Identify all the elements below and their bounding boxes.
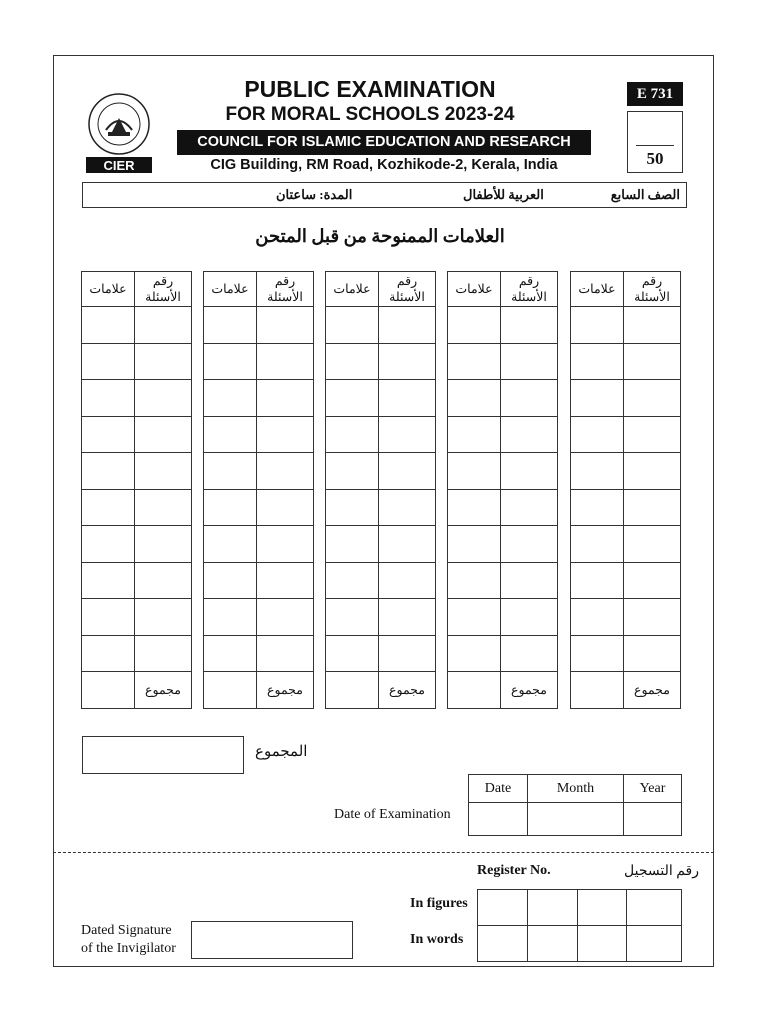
question-number-cell[interactable] (624, 416, 681, 453)
marks-cell[interactable] (448, 489, 501, 526)
question-number-cell[interactable] (501, 489, 558, 526)
subtotal-field[interactable] (204, 672, 257, 709)
marks-cell[interactable] (204, 635, 257, 672)
marks-cell[interactable] (326, 562, 379, 599)
marks-cell[interactable] (448, 635, 501, 672)
marks-cell[interactable] (571, 635, 624, 672)
marks-cell[interactable] (82, 307, 135, 344)
marks-cell[interactable] (82, 380, 135, 417)
exam-subtitle: FOR MORAL SCHOOLS 2023-24 (225, 104, 515, 125)
marks-cell[interactable] (448, 453, 501, 490)
reg-digit-field[interactable] (578, 890, 627, 926)
marks-cell[interactable] (326, 526, 379, 563)
marks-cell[interactable] (326, 599, 379, 636)
subject-label: العربية للأطفال (463, 187, 544, 202)
marks-cell[interactable] (204, 526, 257, 563)
year-header: Year (624, 775, 682, 803)
marks-cell[interactable] (82, 635, 135, 672)
year-field[interactable] (624, 803, 682, 836)
signature-label-line2: of the Invigilator (81, 941, 176, 956)
marks-cell[interactable] (326, 380, 379, 417)
subtotal-label: مجموع (379, 672, 436, 709)
question-number-cell[interactable] (257, 343, 314, 380)
marks-cell[interactable] (82, 453, 135, 490)
question-number-cell[interactable] (379, 635, 436, 672)
question-number-cell[interactable] (501, 526, 558, 563)
marks-cell[interactable] (204, 489, 257, 526)
question-number-cell[interactable] (379, 489, 436, 526)
question-number-cell[interactable] (379, 526, 436, 563)
marks-cell[interactable] (326, 307, 379, 344)
question-number-cell[interactable] (257, 562, 314, 599)
subtotal-label: مجموع (501, 672, 558, 709)
marks-cell[interactable] (204, 343, 257, 380)
question-number-cell[interactable] (624, 380, 681, 417)
grand-total-field[interactable] (82, 736, 244, 774)
grand-total-label: المجموع (255, 744, 308, 760)
question-number-cell[interactable] (379, 416, 436, 453)
marks-cell[interactable] (448, 562, 501, 599)
marks-cell[interactable] (448, 307, 501, 344)
marks-col-header: علامات (204, 272, 257, 307)
question-number-cell[interactable] (135, 416, 192, 453)
question-number-cell[interactable] (257, 635, 314, 672)
question-number-cell[interactable] (501, 635, 558, 672)
question-number-cell[interactable] (135, 489, 192, 526)
subtotal-field[interactable] (571, 672, 624, 709)
question-number-cell[interactable] (379, 307, 436, 344)
duration-label: المدة: ساعتان (276, 187, 353, 202)
question-col-header: رقم الأسئلة (135, 272, 192, 307)
question-number-cell[interactable] (257, 416, 314, 453)
question-number-cell[interactable] (379, 343, 436, 380)
marks-cell[interactable] (204, 416, 257, 453)
reg-digit-field[interactable] (528, 890, 578, 926)
marks-cell[interactable] (448, 599, 501, 636)
reg-word-field[interactable] (578, 926, 627, 962)
marks-cell[interactable] (571, 343, 624, 380)
question-col-header: رقم الأسئلة (624, 272, 681, 307)
question-number-cell[interactable] (257, 453, 314, 490)
question-number-cell[interactable] (135, 635, 192, 672)
question-number-cell[interactable] (624, 635, 681, 672)
marks-cell[interactable] (448, 380, 501, 417)
register-no-label: Register No. (477, 863, 551, 878)
marks-cell[interactable] (326, 416, 379, 453)
signature-label-line1: Dated Signature (81, 923, 172, 938)
question-number-cell[interactable] (257, 599, 314, 636)
marks-cell[interactable] (82, 489, 135, 526)
date-of-examination-label: Date of Examination (334, 807, 451, 822)
marks-cell[interactable] (571, 599, 624, 636)
marks-table (570, 271, 681, 709)
question-number-cell[interactable] (624, 489, 681, 526)
marks-cell[interactable] (326, 453, 379, 490)
council-address: CIG Building, RM Road, Kozhikode-2, Kerala, India (210, 157, 558, 173)
logo-text: CIER (103, 158, 135, 173)
marks-col-header: علامات (82, 272, 135, 307)
marks-cell[interactable] (204, 307, 257, 344)
question-number-cell[interactable] (135, 307, 192, 344)
marks-col-header: علامات (571, 272, 624, 307)
marks-cell[interactable] (82, 526, 135, 563)
marks-cell[interactable] (82, 599, 135, 636)
marks-cell[interactable] (204, 599, 257, 636)
question-number-cell[interactable] (624, 526, 681, 563)
question-number-cell[interactable] (501, 562, 558, 599)
question-number-cell[interactable] (379, 562, 436, 599)
question-col-header: رقم الأسئلة (501, 272, 558, 307)
question-number-cell[interactable] (501, 453, 558, 490)
signature-label (81, 922, 176, 958)
register-table (477, 889, 682, 962)
question-number-cell[interactable] (135, 526, 192, 563)
question-number-cell[interactable] (257, 489, 314, 526)
max-marks-box (627, 111, 683, 173)
subtotal-label: مجموع (624, 672, 681, 709)
class-label: الصف السابع (610, 187, 680, 202)
paper-code: E 731 (627, 82, 683, 106)
marks-cell[interactable] (204, 453, 257, 490)
question-number-cell[interactable] (379, 599, 436, 636)
question-number-cell[interactable] (501, 416, 558, 453)
question-number-cell[interactable] (135, 343, 192, 380)
marks-cell[interactable] (448, 416, 501, 453)
marks-cell[interactable] (326, 635, 379, 672)
question-col-header: رقم الأسئلة (379, 272, 436, 307)
question-number-cell[interactable] (379, 453, 436, 490)
question-number-cell[interactable] (135, 599, 192, 636)
question-col-header: رقم الأسئلة (257, 272, 314, 307)
cier-logo (82, 90, 156, 174)
subtotal-label: مجموع (257, 672, 314, 709)
question-number-cell[interactable] (501, 307, 558, 344)
marks-col-header: علامات (326, 272, 379, 307)
council-banner: COUNCIL FOR ISLAMIC EDUCATION AND RESEARCH (177, 130, 591, 155)
marks-table (203, 271, 314, 709)
question-number-cell[interactable] (624, 343, 681, 380)
max-marks: 50 (646, 149, 664, 168)
question-number-cell[interactable] (135, 380, 192, 417)
question-number-cell[interactable] (257, 380, 314, 417)
marks-cell[interactable] (571, 489, 624, 526)
month-header: Month (528, 775, 624, 803)
question-number-cell[interactable] (624, 453, 681, 490)
marks-cell[interactable] (571, 416, 624, 453)
marks-cell[interactable] (326, 489, 379, 526)
question-number-cell[interactable] (624, 599, 681, 636)
date-table (468, 774, 682, 836)
marks-cell[interactable] (571, 307, 624, 344)
subtotal-field[interactable] (448, 672, 501, 709)
tear-line (53, 852, 714, 853)
date-header: Date (469, 775, 528, 803)
marks-cell[interactable] (448, 343, 501, 380)
subtotal-label: مجموع (135, 672, 192, 709)
info-bar (82, 182, 687, 208)
marks-cell[interactable] (571, 380, 624, 417)
question-number-cell[interactable] (135, 562, 192, 599)
marks-table (325, 271, 436, 709)
marks-cell[interactable] (326, 343, 379, 380)
marks-table (447, 271, 558, 709)
reg-word-field[interactable] (627, 926, 682, 962)
question-number-cell[interactable] (379, 380, 436, 417)
question-number-cell[interactable] (624, 307, 681, 344)
marks-cell[interactable] (82, 562, 135, 599)
reg-word-field[interactable] (528, 926, 578, 962)
question-number-cell[interactable] (501, 343, 558, 380)
marks-cell[interactable] (204, 380, 257, 417)
question-number-cell[interactable] (135, 453, 192, 490)
marks-cell[interactable] (571, 562, 624, 599)
reg-digit-field[interactable] (478, 890, 528, 926)
question-number-cell[interactable] (501, 599, 558, 636)
question-number-cell[interactable] (257, 307, 314, 344)
marks-cell[interactable] (571, 453, 624, 490)
reg-digit-field[interactable] (627, 890, 682, 926)
exam-title: PUBLIC EXAMINATION (244, 76, 496, 102)
marks-col-header: علامات (448, 272, 501, 307)
question-number-cell[interactable] (501, 380, 558, 417)
marks-cell[interactable] (82, 343, 135, 380)
marks-cell[interactable] (571, 526, 624, 563)
month-field[interactable] (528, 803, 624, 836)
marks-table (81, 271, 192, 709)
marks-cell[interactable] (82, 416, 135, 453)
in-figures-label: In figures (410, 896, 468, 911)
question-number-cell[interactable] (624, 562, 681, 599)
marks-section-title: العلامات الممنوحة من قبل المتحن (255, 226, 505, 246)
in-words-label: In words (410, 932, 464, 947)
register-no-label-ar: رقم التسجيل (624, 864, 700, 879)
date-field[interactable] (469, 803, 528, 836)
question-number-cell[interactable] (257, 526, 314, 563)
invigilator-signature-field[interactable] (191, 921, 353, 959)
marks-cell[interactable] (448, 526, 501, 563)
marks-cell[interactable] (204, 562, 257, 599)
subtotal-field[interactable] (82, 672, 135, 709)
subtotal-field[interactable] (326, 672, 379, 709)
reg-word-field[interactable] (478, 926, 528, 962)
